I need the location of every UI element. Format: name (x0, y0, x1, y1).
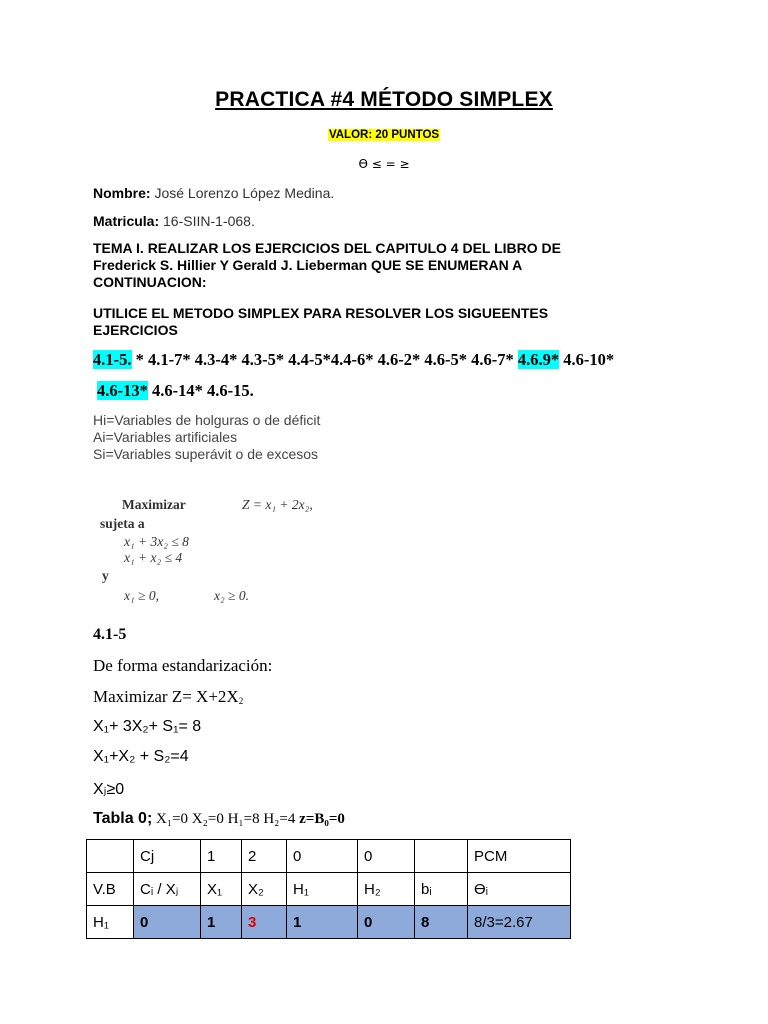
table-cell: X₁ (201, 873, 242, 906)
problem-nonneg-2: x₂ ≥ 0. (214, 588, 249, 603)
table-cell: 0 (134, 906, 201, 939)
definition-hi: Hi=Variables de holguras o de déficit (93, 412, 321, 428)
problem-objective: Z = x₁ + 2x₂, (242, 497, 313, 512)
exercise-list-line-2 (97, 381, 254, 401)
page-title: PRACTICA #4 MÉTODO SIMPLEX (215, 88, 553, 111)
solution-maximizar: Maximizar $Z= X+2X_2$ (93, 687, 244, 706)
solution-heading: 4.1-5 (93, 626, 127, 643)
tema-block (93, 240, 653, 291)
tabla-0-z: z=B₀=0 (299, 811, 345, 827)
definition-ai: Ai=Variables artificiales (93, 429, 238, 445)
exercise-highlight-4-6-9: 4.6.9* (517, 350, 560, 369)
problem-sujeta: sujeta a (100, 516, 145, 531)
utilice-line-1: UTILICE EL METODO SIMPLEX PARA RESOLVER LOS SIGUEENTES (93, 305, 549, 321)
definition-si: Si=Variables superávit o de excesos (93, 446, 319, 462)
tabla-0-line (93, 810, 345, 828)
table-cell (415, 840, 468, 873)
valor-highlight: VALOR: 20 PUNTOS (328, 129, 440, 141)
equation-3: Xⱼ≥0 (93, 781, 125, 798)
definitions (93, 412, 320, 463)
tabla-0-label: Tabla 0; (93, 810, 153, 827)
problem-nonneg-1: x₁ ≥ 0, (124, 588, 159, 603)
table-cell: Cᵢ / Xⱼ (134, 873, 201, 906)
equation-1: X₁+ 3X₂+ S₁= 8 (93, 718, 202, 735)
table-cell: 0 (287, 840, 358, 873)
utilice-line-2: EJERCICIOS (93, 322, 178, 338)
pivot-cell: 3 (242, 906, 287, 939)
table-cell: 8/3=2.67 (468, 906, 571, 939)
nombre-line (93, 185, 334, 201)
problem-image (96, 488, 356, 608)
table-cell: V.B (87, 873, 134, 906)
table-cell (87, 840, 134, 873)
exercise-list-middle: * 4.1-7* 4.3-4* 4.3-5* 4.4-5*4.4-6* 4.6-2* 4.6-5* 4.6-7* (131, 350, 518, 369)
table-cell: 8 (415, 906, 468, 939)
table-row (87, 873, 571, 906)
exercise-highlight-4-6-13: 4.6-13* (97, 381, 148, 400)
exercise-highlight-4-1-5: 4.1-5. (93, 350, 132, 369)
exercise-list-end: 4.6-10* (559, 350, 615, 369)
table-cell: H₂ (358, 873, 415, 906)
table-cell: H₁ (87, 906, 134, 939)
exercise-list-line-1 (93, 350, 614, 370)
table-cell: 1 (201, 906, 242, 939)
valor-label (0, 129, 768, 141)
matricula-value: 16-SIIN-1-068. (163, 213, 255, 229)
table-cell: 0 (358, 906, 415, 939)
table-cell: 2 (242, 840, 287, 873)
problem-constraint-2: x₁ + x₂ ≤ 4 (124, 550, 183, 565)
table-cell: X₂ (242, 873, 287, 906)
matricula-label: Matricula: (93, 213, 160, 229)
tema-line-1: TEMA I. REALIZAR LOS EJERCICIOS DEL CAPITULO 4 DEL LIBRO DE (93, 240, 562, 256)
symbols-line: ϴ ≤ = ≥ (358, 157, 410, 171)
table-cell: 1 (201, 840, 242, 873)
table-row (87, 906, 571, 939)
table-cell: H₁ (287, 873, 358, 906)
simplex-table (86, 839, 571, 939)
equation-2: X₁+X₂ + S₂=4 (93, 748, 189, 765)
problem-maximizar: Maximizar (122, 497, 186, 512)
solution-forma: De forma estandarización: (93, 656, 273, 675)
problem-y: y (102, 568, 109, 583)
tema-line-2: Frederick S. Hillier Y Gerald J. Lieberman QUE SE ENUMERAN A (93, 257, 523, 273)
matricula-line (93, 213, 255, 229)
table-cell: 1 (287, 906, 358, 939)
table-row (87, 840, 571, 873)
tabla-0-values: X₁=0 X₂=0 H₁=8 H₂=4 (152, 811, 300, 827)
utilice-block (93, 305, 653, 339)
table-cell: bᵢ (415, 873, 468, 906)
nombre-value: José Lorenzo López Medina. (154, 185, 335, 201)
table-cell: 0 (358, 840, 415, 873)
table-cell: ϴᵢ (468, 873, 571, 906)
table-cell: PCM (468, 840, 571, 873)
nombre-label: Nombre: (93, 185, 151, 201)
solution-maximizar-text: Maximizar Z= X+2X (93, 687, 239, 706)
problem-constraint-1: x₁ + 3x₂ ≤ 8 (124, 534, 189, 549)
tema-line-3: CONTINUACION: (93, 274, 207, 290)
exercise-list-line-2-end: 4.6-14* 4.6-15. (147, 381, 254, 400)
table-cell: Cj (134, 840, 201, 873)
